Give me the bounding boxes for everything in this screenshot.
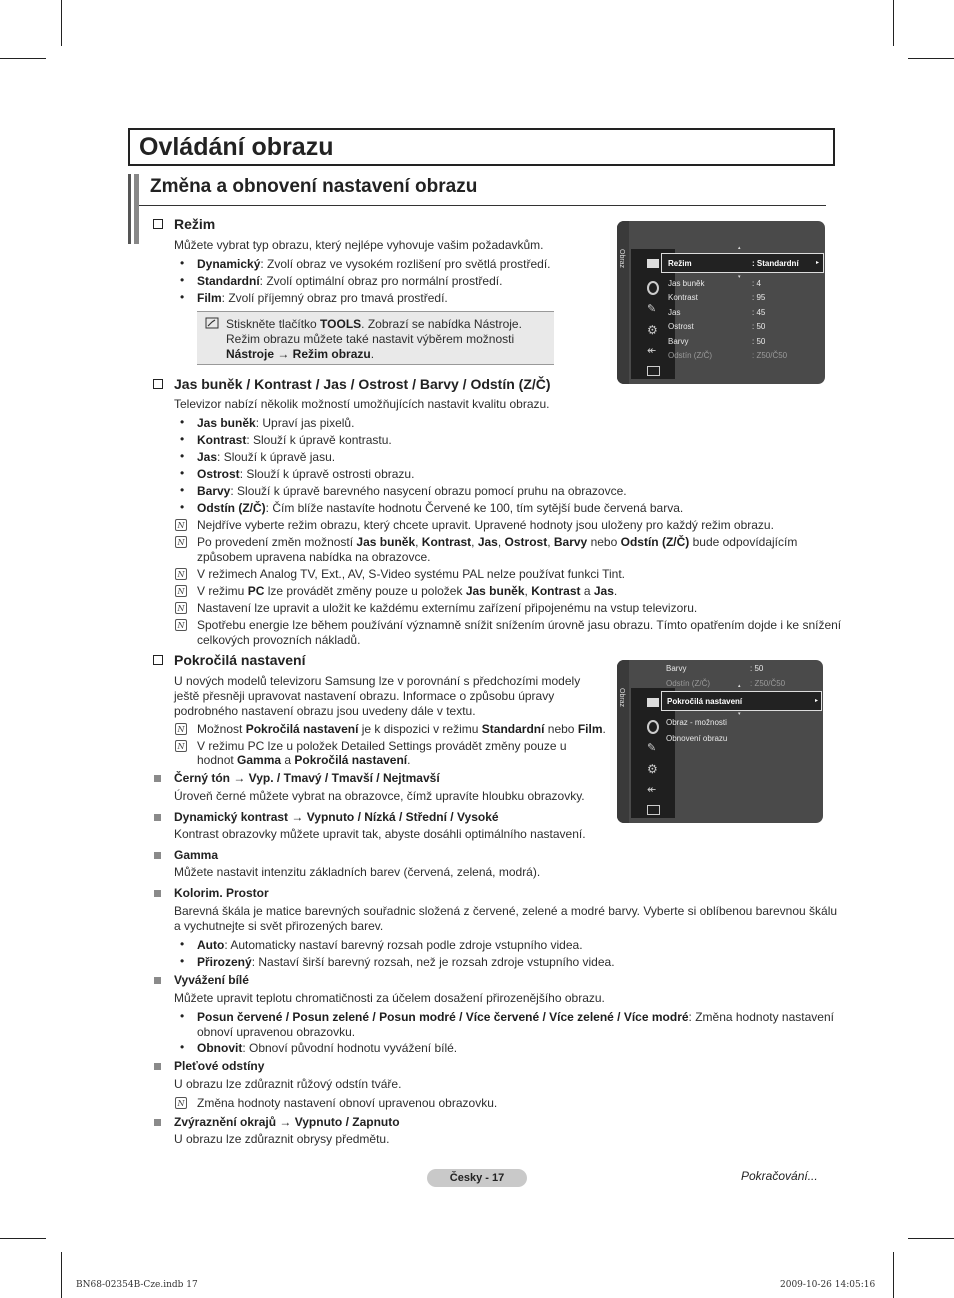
pokrocila-note: V režimu PC lze u položek Detailed Settings provádět změny pouze u — [197, 739, 567, 753]
jas-bullet: Jas buněk: Upraví jas pixelů. — [197, 416, 355, 430]
vyvazeni-bullet: Obnovit: Obnoví původní hodnotu vyvážení bílé. — [197, 1041, 458, 1055]
square-bullet-icon — [154, 1063, 161, 1070]
print-timestamp: 2009-10-26 14:05:16 — [780, 1280, 876, 1290]
note-icon: N — [175, 585, 187, 597]
osd-vertical-label: Obraz — [618, 249, 625, 269]
gamma-text: Můžete nastavit intenzitu základních barev (červená, zelená, modrá). — [174, 865, 541, 879]
square-bullet-icon — [154, 852, 161, 859]
bullet-icon: • — [180, 1040, 185, 1054]
pletove-note: Změna hodnoty nastavení obnoví upravenou obrazovku. — [197, 1096, 498, 1110]
page-number: Česky - 17 — [427, 1169, 527, 1187]
osd-selected-row[interactable] — [661, 691, 822, 711]
tools-note-box — [197, 311, 554, 365]
crop-mark — [908, 58, 954, 59]
jas-note-cont: celkových provozních nákladů. — [197, 633, 361, 647]
bullet-icon: • — [180, 415, 185, 429]
crop-mark — [908, 1238, 954, 1239]
tools-icon — [205, 317, 219, 329]
bullet-icon: • — [180, 1009, 185, 1023]
note-icon: N — [175, 740, 187, 752]
subheading-dyn-kontrast: Dynamický kontrast → Vypnuto / Nízká / Střední / Vysoké — [174, 810, 499, 824]
osd-row-label: Pokročilá nastavení — [667, 697, 743, 706]
osd-row-label[interactable]: Odstín (Z/Č) — [668, 351, 713, 360]
print-file-info: BN68-02354B-Cze.indb 17 — [76, 1280, 198, 1290]
bullet-icon: • — [180, 449, 185, 463]
note-icon: N — [175, 568, 187, 580]
square-bullet-icon — [154, 775, 161, 782]
osd-row-label[interactable]: Odstín (Z/Č) — [666, 679, 711, 688]
arrow-up-icon: ▴ — [738, 245, 741, 251]
bullet-icon: • — [180, 290, 185, 304]
note-icon: N — [175, 723, 187, 735]
bullet-icon: • — [180, 432, 185, 446]
osd-row-value: : 50 — [752, 337, 766, 346]
pokrocila-intro: podrobného nastavení obrazu jsou uvedeny dále v textu. — [174, 704, 476, 718]
jas-note: Nastavení lze upravit a uložit ke každému externímu zařízení připojenému na vstup televizoru. — [197, 601, 698, 615]
bullet-icon: • — [180, 256, 185, 270]
osd-row-label[interactable]: Jas — [668, 308, 681, 317]
section-bar — [134, 174, 139, 244]
sound-icon — [647, 720, 659, 734]
setup-icon: ⚙ — [647, 323, 658, 337]
osd-menu-picture — [617, 221, 825, 384]
bullet-icon: • — [180, 483, 185, 497]
jas-bullet: Barvy: Slouží k úpravě barevného nasycení obrazu pomocí pruhu na obrazovce. — [197, 484, 627, 498]
subheading-okraje: Zvýraznění okrajů → Vypnuto / Zapnuto — [174, 1115, 400, 1129]
application-icon — [647, 805, 660, 815]
note-icon: N — [175, 519, 187, 531]
checkbox-square-icon — [153, 219, 163, 229]
input-icon: ↞ — [647, 784, 657, 796]
bullet-icon: • — [180, 954, 185, 968]
subheading-pletove: Pleťové odstíny — [174, 1059, 265, 1073]
jas-bullet: Jas: Slouží k úpravě jasu. — [197, 450, 336, 464]
osd-row-value: : Z50/Č50 — [752, 351, 788, 360]
osd-sidebar — [617, 660, 629, 823]
osd-row-value: : 50 — [750, 664, 764, 673]
bullet-icon: • — [180, 273, 185, 287]
square-bullet-icon — [154, 977, 161, 984]
tools-note-line3: Nástroje → Režim obrazu. — [226, 347, 375, 361]
osd-row-label[interactable]: Barvy — [668, 337, 689, 346]
okraje-text: U obrazu lze zdůraznit obrysy předmětu. — [174, 1132, 390, 1146]
pokrocila-note: Možnost Pokročilá nastavení je k dispozici v režimu Standardní nebo Film. — [197, 722, 606, 736]
jas-note: V režimech Analog TV, Ext., AV, S-Video systému PAL nelze používat funkci Tint. — [197, 567, 626, 581]
subheading-cerny-ton: Černý tón → Vyp. / Tmavý / Tmavší / Nejtmavší — [174, 771, 440, 785]
crop-mark — [893, 1252, 894, 1298]
vyvazeni-bullet: Posun červené / Posun zelené / Posun modré / Více červené / Více zelené / Více modré: Změna hodnoty nastavení — [197, 1010, 834, 1024]
arrow-right-icon: ▸ — [815, 698, 819, 704]
rezim-intro: Můžete vybrat typ obrazu, který nejlépe vyhovuje vašim požadavkům. — [174, 238, 544, 252]
application-icon — [647, 366, 660, 376]
continued-label: Pokračování... — [741, 1169, 818, 1183]
square-bullet-icon — [154, 890, 161, 897]
crop-mark — [0, 58, 46, 59]
osd-row-label[interactable]: Jas buněk — [668, 279, 705, 288]
osd-row-value: : 4 — [752, 279, 761, 288]
arrow-right-icon: ▸ — [816, 260, 820, 266]
bullet-icon: • — [180, 466, 185, 480]
osd-row-value: : 50 — [752, 322, 766, 331]
rezim-bullet: Film: Zvolí příjemný obraz pro tmavá prostředí. — [197, 291, 448, 305]
arrow-down-icon: ▾ — [738, 274, 741, 280]
osd-row-label[interactable]: Barvy — [666, 664, 687, 673]
vyvazeni-text: Můžete upravit teplotu chromatičnosti za účelem dosažení přirozenějšího obrazu. — [174, 991, 605, 1005]
osd-row-value: : Z50/Č50 — [750, 679, 786, 688]
kolorim-text: Barevná škála je matice barevných souřadnic složená z červené, zelené a modré barvy. Vyberte si oblíbenou barevnou škálu — [174, 904, 838, 918]
dyn-kontrast-text: Kontrast obrazovky můžete upravit tak, abyste dosáhli optimálního nastavení. — [174, 827, 586, 841]
pokrocila-intro: ještě přesněji upravovat nastavení obrazu. Informace o způsobu úpravy — [174, 689, 555, 703]
osd-vertical-label: Obraz — [618, 688, 625, 708]
arrow-up-icon: ▴ — [738, 683, 741, 689]
cerny-ton-text: Úroveň černé můžete vybrat na obrazovce, čímž upravíte hloubku obrazovky. — [174, 789, 585, 803]
heading-rezim: Režim — [174, 216, 216, 232]
kolorim-bullet: Přirozený: Nastaví širší barevný rozsah, než je rozsah zdroje vstupního videa. — [197, 955, 615, 969]
section-rule — [139, 205, 826, 206]
note-icon: N — [175, 1097, 187, 1109]
pletove-text: U obrazu lze zdůraznit růžový odstín tváře. — [174, 1077, 402, 1091]
crop-mark — [61, 1252, 62, 1298]
subheading-vyvazeni: Vyvážení bílé — [174, 973, 249, 987]
picture-icon — [647, 698, 659, 707]
section-bar — [128, 174, 131, 244]
jas-note: Spotřebu energie lze během používání významně snížit snížením úrovně jasu obrazu. Tímto opatřením dojde i ke snížení — [197, 618, 842, 632]
page-title: Ovládání obrazu — [128, 128, 835, 166]
tools-note-line1: Stiskněte tlačítko TOOLS. Zobrazí se nabídka Nástroje. — [226, 317, 522, 331]
crop-mark — [0, 1238, 46, 1239]
pokrocila-intro: U nových modelů televizoru Samsung lze v porovnání s předchozími modely — [174, 674, 581, 688]
tools-note-line2: Režim obrazu můžete také nastavit výběrem možnosti — [226, 332, 515, 346]
crop-mark — [893, 0, 894, 46]
osd-row-label[interactable]: Obraz - možnosti — [666, 718, 727, 727]
jas-note: V režimu PC lze provádět změny pouze u položek Jas buněk, Kontrast a Jas. — [197, 584, 618, 598]
section-title: Změna a obnovení nastavení obrazu — [150, 176, 478, 197]
jas-bullet: Ostrost: Slouží k úpravě ostrosti obrazu. — [197, 467, 415, 481]
square-bullet-icon — [154, 1119, 161, 1126]
crop-mark — [61, 0, 62, 46]
pokrocila-note-cont: hodnot Gamma a Pokročilá nastavení. — [197, 753, 411, 767]
osd-selected-row[interactable] — [661, 253, 824, 273]
note-icon: N — [175, 536, 187, 548]
osd-row-label: Režim — [668, 259, 692, 268]
subheading-kolorim: Kolorim. Prostor — [174, 886, 269, 900]
kolorim-bullet: Auto: Automaticky nastaví barevný rozsah podle zdroje vstupního videa. — [197, 938, 583, 952]
osd-menu-advanced — [617, 660, 823, 823]
jas-intro: Televizor nabízí několik možností umožňujících nastavit kvalitu obrazu. — [174, 397, 550, 411]
square-bullet-icon — [154, 814, 161, 821]
arrow-down-icon: ▾ — [738, 711, 741, 717]
checkbox-square-icon — [153, 379, 163, 389]
heading-pokrocila: Pokročilá nastavení — [174, 652, 306, 668]
jas-note-cont: způsobem upravena nabídka na obrazovce. — [197, 550, 431, 564]
picture-icon — [647, 259, 659, 268]
kolorim-text: a vychutnejte si svět přirozených barev. — [174, 919, 384, 933]
osd-row-value: : Standardní — [752, 259, 799, 268]
rezim-bullet: Dynamický: Zvolí obraz ve vysokém rozlišení pro světlá prostředí. — [197, 257, 551, 271]
input-icon: ↞ — [647, 345, 657, 357]
note-icon: N — [175, 602, 187, 614]
osd-row-label[interactable]: Obnovení obrazu — [666, 734, 728, 743]
osd-row-value: : 95 — [752, 293, 766, 302]
osd-row-value: : 45 — [752, 308, 766, 317]
osd-sidebar — [617, 221, 629, 384]
jas-note: Po provedení změn možností Jas buněk, Kontrast, Jas, Ostrost, Barvy nebo Odstín (Z/Č) bude odpovídajícím — [197, 535, 798, 549]
channel-icon: ✎ — [647, 303, 657, 315]
jas-bullet: Kontrast: Slouží k úpravě kontrastu. — [197, 433, 392, 447]
setup-icon: ⚙ — [647, 762, 658, 776]
jas-note: Nejdříve vyberte režim obrazu, který chcete upravit. Upravené hodnoty jsou uloženy pro každý režim obrazu. — [197, 518, 774, 532]
channel-icon: ✎ — [647, 742, 657, 754]
rezim-bullet: Standardní: Zvolí optimální obraz pro normální prostředí. — [197, 274, 503, 288]
note-icon: N — [175, 619, 187, 631]
subheading-gamma: Gamma — [174, 848, 219, 862]
bullet-icon: • — [180, 500, 185, 514]
jas-bullet: Odstín (Z/Č): Čím blíže nastavíte hodnotu Červené ke 100, tím sytější bude červená barva. — [197, 501, 684, 515]
checkbox-square-icon — [153, 655, 163, 665]
vyvazeni-bullet-cont: obnoví upravenou obrazovku. — [197, 1025, 356, 1039]
heading-jas: Jas buněk / Kontrast / Jas / Ostrost / Barvy / Odstín (Z/Č) — [174, 376, 551, 392]
osd-row-label[interactable]: Ostrost — [668, 322, 694, 331]
sound-icon — [647, 281, 659, 295]
bullet-icon: • — [180, 937, 185, 951]
osd-row-label[interactable]: Kontrast — [668, 293, 698, 302]
